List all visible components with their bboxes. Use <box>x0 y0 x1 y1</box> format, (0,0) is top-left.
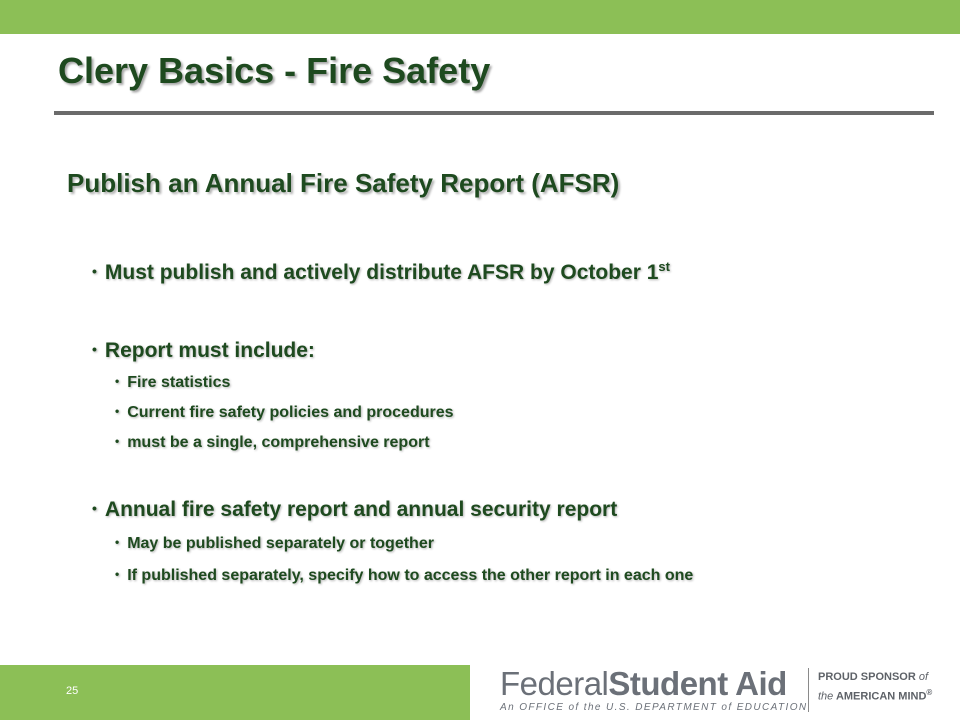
bullet-dot: • <box>92 500 97 516</box>
slide-subtitle: Publish an Annual Fire Safety Report (AFSR) <box>67 168 620 198</box>
logo-divider <box>808 668 809 712</box>
bullet-dot: • <box>115 567 120 581</box>
sub-bullet-access-other <box>115 567 693 585</box>
sponsor-italic: the <box>818 690 834 703</box>
bullet-dot: • <box>115 434 120 448</box>
sub-bullet-fire-statistics <box>115 374 230 392</box>
registered-mark: ® <box>926 688 933 697</box>
logo-word-federal: Federal <box>500 665 609 702</box>
top-accent-bar <box>0 0 960 34</box>
bullet-text: Annual fire safety report and annual security report <box>104 498 618 521</box>
fsa-logo <box>500 665 787 703</box>
title-divider <box>54 111 934 115</box>
slide-title: Clery Basics - Fire Safety <box>58 50 491 91</box>
bullet-report-include <box>92 339 315 363</box>
sponsor-line-2 <box>818 688 932 703</box>
bullet-dot: • <box>115 404 120 418</box>
bullet-dot: • <box>115 535 120 549</box>
bullet-text: Fire statistics <box>127 374 231 391</box>
logo-tagline: An OFFICE of the U.S. DEPARTMENT of EDUCATION <box>500 702 808 713</box>
sub-bullet-policies <box>115 404 454 422</box>
bullet-publish-deadline <box>92 259 670 285</box>
sub-bullet-single-report <box>115 434 430 452</box>
sponsor-text: AMERICAN MIND <box>835 690 927 703</box>
sponsor-line-1 <box>818 671 928 683</box>
ordinal-suffix: st <box>658 259 670 274</box>
logo-word-student-aid: Student Aid <box>608 665 787 702</box>
bullet-afsr-asr <box>92 498 617 522</box>
bullet-text: May be published separately or together <box>127 535 434 552</box>
bullet-dot: • <box>92 341 97 357</box>
bullet-text: Report must include: <box>104 339 315 362</box>
sponsor-text: PROUD SPONSOR <box>818 671 916 683</box>
sub-bullet-separately-together <box>115 535 434 553</box>
bullet-text: If published separately, specify how to access the other report in each one <box>127 567 694 584</box>
bullet-text: Current fire safety policies and procedures <box>127 404 454 421</box>
bullet-dot: • <box>115 374 120 388</box>
sponsor-italic: of <box>918 671 929 683</box>
bullet-text: must be a single, comprehensive report <box>127 434 430 451</box>
bullet-dot: • <box>92 263 97 279</box>
bullet-text: Must publish and actively distribute AFSR by October 1 <box>104 261 659 284</box>
page-number: 25 <box>66 685 79 697</box>
